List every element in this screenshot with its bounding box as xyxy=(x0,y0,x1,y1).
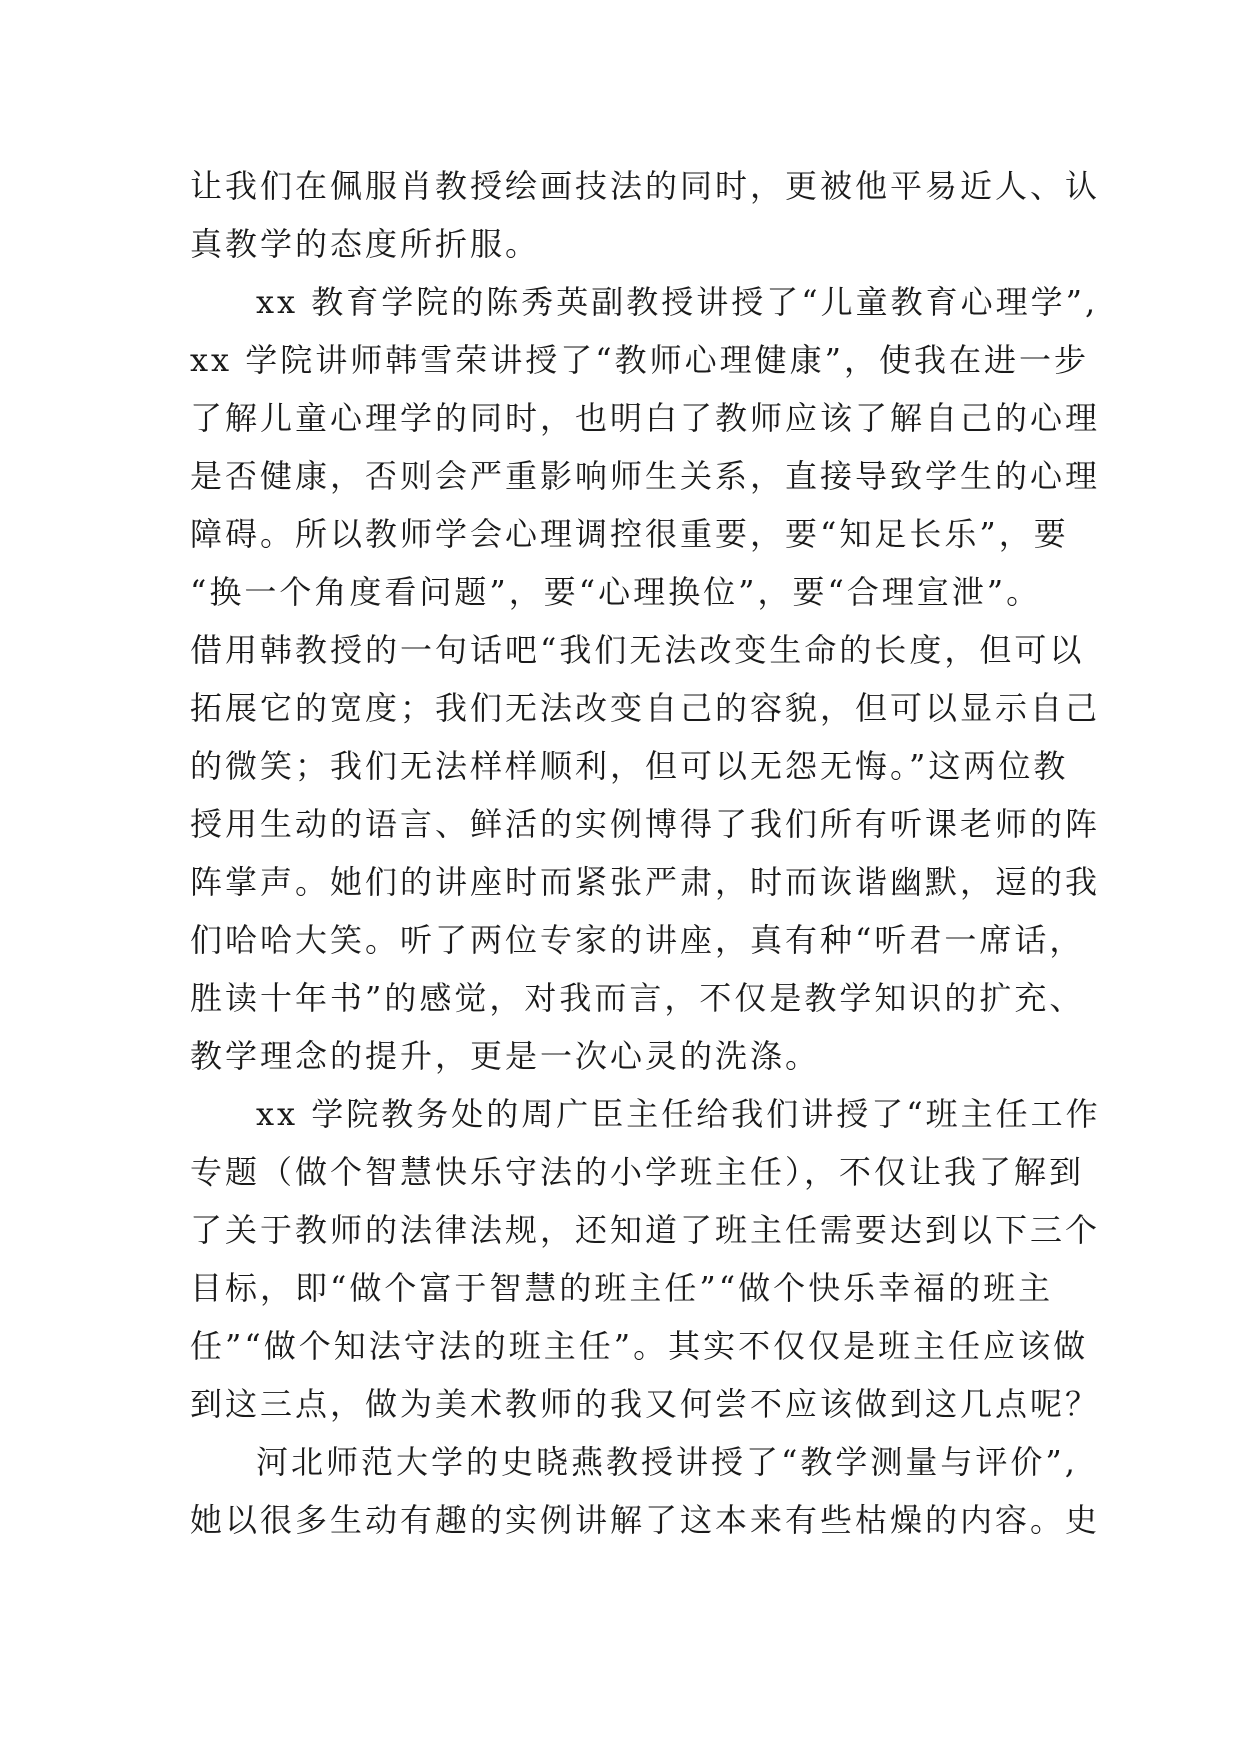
text-line: 的微笑；我们无法样样顺利，但可以无怨无悔。”这两位教 xyxy=(190,747,1069,785)
text-line: 授用生动的语言、鲜活的实例博得了我们所有听课老师的阵 xyxy=(190,805,1101,843)
text-line: 阵掌声。她们的讲座时而紧张严肃，时而诙谐幽默，逗的我 xyxy=(190,863,1101,901)
text-line: xx 学院教务处的周广臣主任给我们讲授了“班主任工作 xyxy=(256,1095,1101,1133)
text-line: xx 教育学院的陈秀英副教授讲授了“儿童教育心理学”, xyxy=(256,283,1099,321)
text-line: 专题（做个智慧快乐守法的小学班主任），不仅让我了解到 xyxy=(190,1153,1085,1191)
text-line: 真教学的态度所折服。 xyxy=(190,225,541,263)
text-line: 了关于教师的法律法规，还知道了班主任需要达到以下三个 xyxy=(190,1211,1101,1249)
text-line: 胜读十年书”的感觉，对我而言，不仅是教学知识的扩充、 xyxy=(190,979,1085,1017)
text-line: 是否健康，否则会严重影响师生关系，直接导致学生的心理 xyxy=(190,457,1101,495)
text-line: “换一个角度看问题”，要“心理换位”，要“合理宣泄”。 xyxy=(190,573,1042,611)
text-line: 到这三点，做为美术教师的我又何尝不应该做到这几点呢？ xyxy=(190,1385,1101,1423)
text-line: 她以很多生动有趣的实例讲解了这本来有些枯燥的内容。史 xyxy=(190,1501,1101,1539)
text-line: 教学理念的提升，更是一次心灵的洗涤。 xyxy=(190,1037,821,1075)
text-line: 了解儿童心理学的同时，也明白了教师应该了解自己的心理 xyxy=(190,399,1101,437)
text-line: 河北师范大学的史晓燕教授讲授了“教学测量与评价”, xyxy=(256,1443,1078,1481)
text-line: 借用韩教授的一句话吧“我们无法改变生命的长度，但可以 xyxy=(190,631,1085,669)
text-line: xx 学院讲师韩雪荣讲授了“教师心理健康”，使我在进一步 xyxy=(190,341,1089,379)
text-line: 们哈哈大笑。听了两位专家的讲座，真有种“听君一席话， xyxy=(190,921,1085,959)
text-line: 让我们在佩服肖教授绘画技法的同时，更被他平易近人、认 xyxy=(190,167,1101,205)
text-line: 目标，即“做个富于智慧的班主任”“做个快乐幸福的班主 xyxy=(190,1269,1054,1307)
text-line: 拓展它的宽度；我们无法改变自己的容貌，但可以显示自己 xyxy=(190,689,1101,727)
text-line: 障碍。所以教师学会心理调控很重要，要“知足长乐”，要 xyxy=(190,515,1069,553)
body-text xyxy=(190,157,1101,1549)
text-line: 任”“做个知法守法的班主任”。其实不仅仅是班主任应该做 xyxy=(190,1327,1089,1365)
